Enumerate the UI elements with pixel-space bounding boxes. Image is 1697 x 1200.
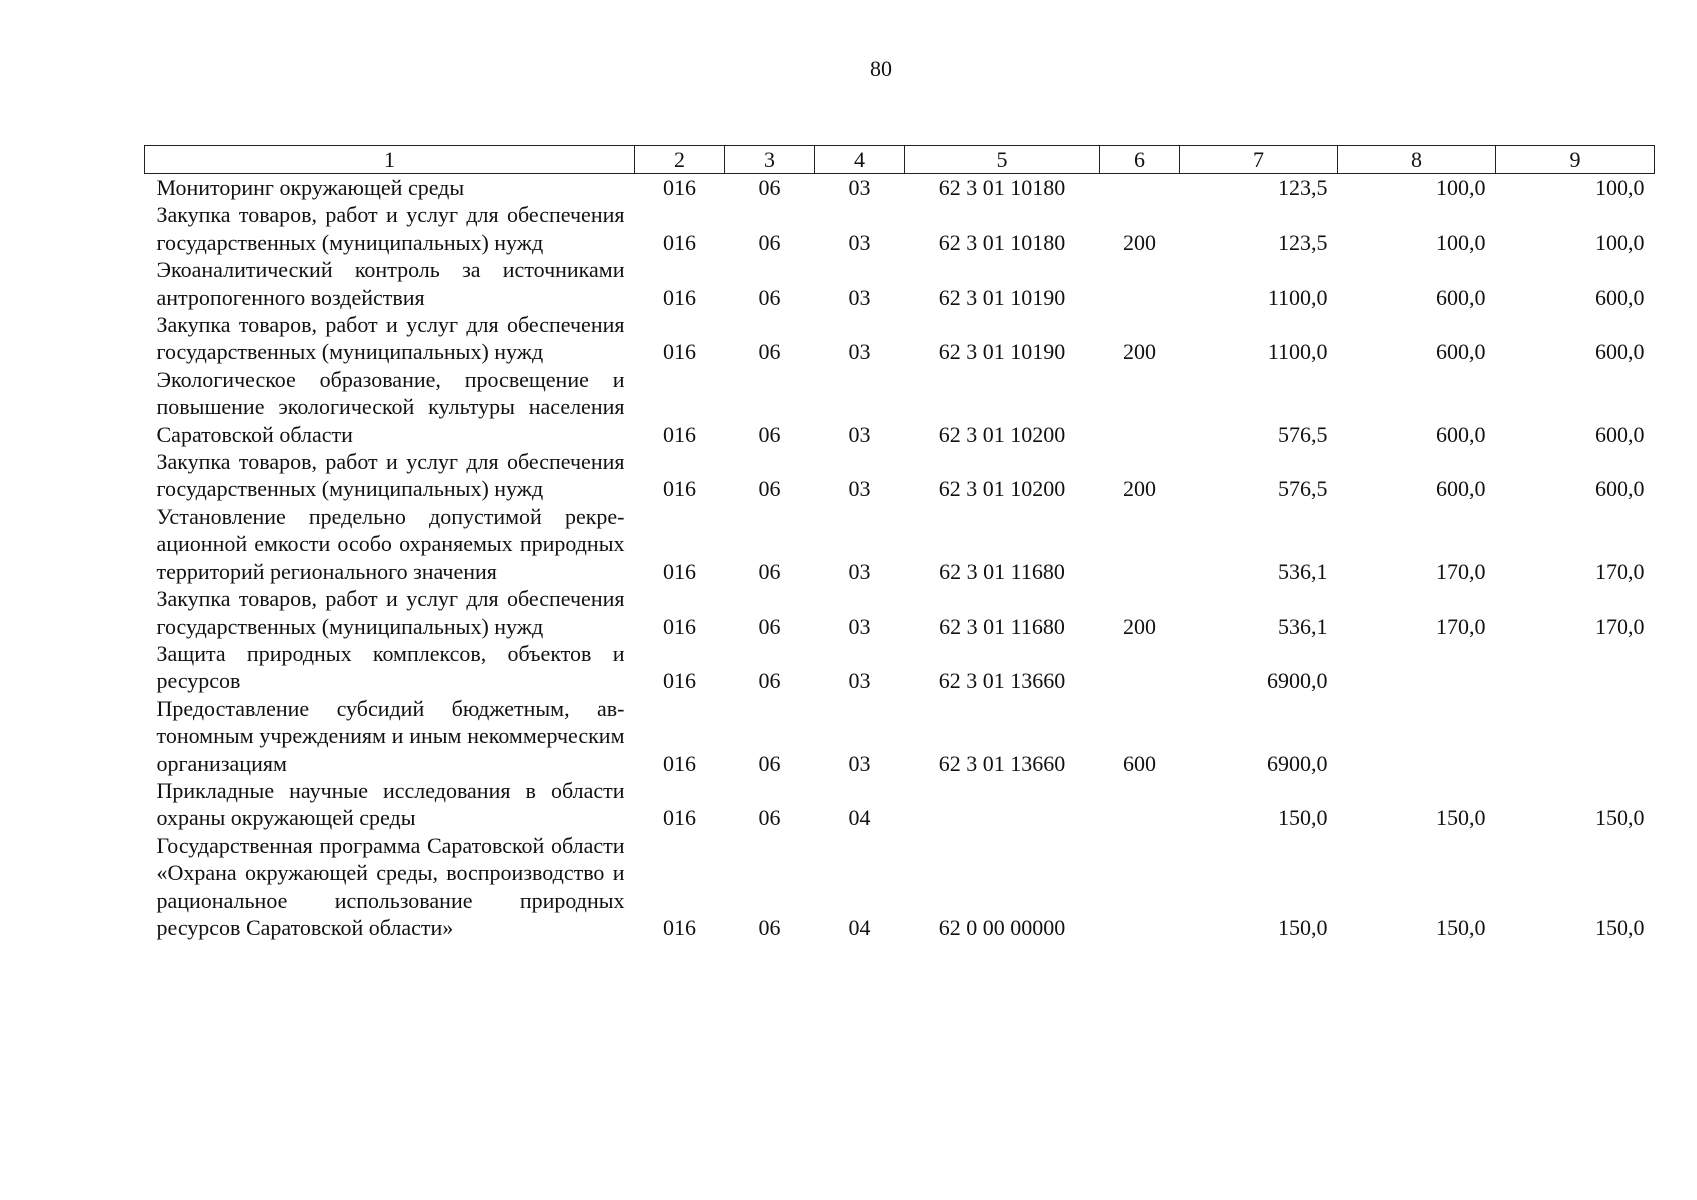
amount-year-3: 100,0 [1595, 175, 1645, 200]
item-name: Прикладные научные исследования в области охраны окружающей среды [156, 777, 625, 831]
section-code: 06 [758, 476, 781, 502]
ministry-code: 016 [663, 175, 696, 200]
amount-year-2: 600,0 [1436, 339, 1486, 365]
amount-year-2: 100,0 [1436, 175, 1486, 200]
section-code: 06 [758, 558, 781, 584]
subsection-code: 04 [848, 914, 871, 940]
amount-year-3: 600,0 [1595, 284, 1645, 310]
amount-year-3: 600,0 [1595, 476, 1645, 502]
amount-year-3: 100,0 [1595, 229, 1645, 255]
section-code: 06 [758, 284, 781, 310]
item-name: Установление предельно допустимой рекреационной емкости особо охраняемых природных территорий регионального значения [156, 503, 625, 584]
column-header: 1 [145, 146, 635, 174]
amount-year-2 [1338, 640, 1496, 695]
target-article-code: 62 3 01 13660 [938, 750, 1066, 776]
section-code: 06 [758, 229, 781, 255]
item-name: Закупка товаров, работ и услуг для обеспечения государственных (муниципальных) нужд [156, 202, 625, 255]
subsection-code: 03 [848, 750, 871, 776]
ministry-code: 016 [663, 284, 696, 310]
item-name: Государственная программа Саратовской области «Охрана окружающей среды, воспроизводство и рациональное использование природных ресурсов Саратовской области» [156, 832, 625, 940]
expense-type-code: 200 [1123, 229, 1156, 255]
subsection-code: 03 [848, 175, 871, 200]
item-name: Мониторинг окружающей среды [156, 175, 465, 200]
section-code: 06 [758, 613, 781, 639]
subsection-code: 03 [848, 558, 871, 584]
target-article-code [905, 777, 1100, 832]
subsection-code: 03 [848, 284, 871, 310]
amount-year-3 [1496, 640, 1655, 695]
target-article-code: 62 3 01 10200 [938, 476, 1066, 502]
subsection-code: 03 [848, 613, 871, 639]
subsection-code: 03 [848, 229, 871, 255]
amount-year-3 [1496, 695, 1655, 777]
amount-year-2: 600,0 [1436, 476, 1486, 502]
ministry-code: 016 [663, 421, 696, 447]
ministry-code: 016 [663, 558, 696, 584]
expense-type-code: 200 [1123, 339, 1156, 365]
item-name: Экологическое образование, просвещение и повышение экологической культуры населения Саратовской области [156, 366, 625, 447]
ministry-code: 016 [663, 750, 696, 776]
subsection-code: 04 [848, 805, 871, 831]
target-article-code: 62 3 01 10180 [938, 229, 1066, 255]
item-name: Экоаналитический контроль за источниками антропогенного воздействия [156, 257, 625, 310]
expense-type-code [1100, 366, 1180, 448]
expense-type-code: 200 [1123, 613, 1156, 639]
table-row [145, 201, 1655, 256]
amount-year-1: 150,0 [1278, 805, 1328, 831]
section-code: 06 [758, 421, 781, 447]
target-article-code: 62 0 00 00000 [938, 914, 1066, 940]
amount-year-3: 170,0 [1595, 558, 1645, 584]
item-name: Защита природных комплексов, объектов и ресурсов [156, 640, 625, 694]
target-article-code: 62 3 01 10180 [938, 175, 1066, 200]
table-row [145, 777, 1655, 832]
expense-type-code [1100, 832, 1180, 942]
target-article-code: 62 3 01 13660 [938, 668, 1066, 694]
table-row [145, 174, 1655, 202]
table-row [145, 366, 1655, 448]
column-header: 6 [1100, 146, 1180, 174]
ministry-code: 016 [663, 668, 696, 694]
amount-year-1: 123,5 [1278, 175, 1328, 200]
amount-year-2: 100,0 [1436, 229, 1486, 255]
expense-type-code: 600 [1123, 750, 1156, 776]
item-name: Закупка товаров, работ и услуг для обеспечения государственных (муниципальных) нужд [156, 312, 625, 365]
amount-year-2: 150,0 [1436, 914, 1486, 940]
expense-type-code: 200 [1123, 476, 1156, 502]
expense-type-code [1100, 256, 1180, 311]
amount-year-3: 600,0 [1595, 339, 1645, 365]
expense-type-code [1100, 777, 1180, 832]
subsection-code: 03 [848, 421, 871, 447]
section-code: 06 [758, 668, 781, 694]
table-row [145, 503, 1655, 585]
column-header: 3 [725, 146, 815, 174]
amount-year-3: 600,0 [1595, 421, 1645, 447]
table-row [145, 832, 1655, 942]
amount-year-2: 600,0 [1436, 284, 1486, 310]
amount-year-3: 150,0 [1595, 805, 1645, 831]
section-code: 06 [758, 175, 781, 200]
amount-year-2: 170,0 [1436, 558, 1486, 584]
amount-year-3: 170,0 [1595, 613, 1645, 639]
column-header: 7 [1180, 146, 1338, 174]
subsection-code: 03 [848, 339, 871, 365]
item-name: Закупка товаров, работ и услуг для обеспечения государственных (муниципальных) нужд [156, 449, 625, 502]
subsection-code: 03 [848, 668, 871, 694]
amount-year-1: 123,5 [1278, 229, 1328, 255]
amount-year-3: 150,0 [1595, 914, 1645, 940]
table-row [145, 448, 1655, 503]
table-header-row [145, 146, 1655, 174]
amount-year-2: 600,0 [1436, 421, 1486, 447]
ministry-code: 016 [663, 339, 696, 365]
expense-type-code [1100, 640, 1180, 695]
amount-year-2 [1338, 695, 1496, 777]
amount-year-1: 1100,0 [1267, 339, 1328, 365]
ministry-code: 016 [663, 476, 696, 502]
amount-year-1: 6900,0 [1267, 750, 1328, 776]
expense-type-code [1100, 503, 1180, 585]
item-name: Предоставление субсидий бюджетным, автономным учреждениям и иным некоммерческим организациям [156, 695, 625, 776]
ministry-code: 016 [663, 229, 696, 255]
section-code: 06 [758, 805, 781, 831]
target-article-code: 62 3 01 11680 [939, 613, 1065, 639]
amount-year-1: 576,5 [1278, 421, 1328, 447]
column-header: 4 [815, 146, 905, 174]
column-header: 5 [905, 146, 1100, 174]
expense-type-code [1100, 174, 1180, 202]
column-header: 2 [635, 146, 725, 174]
amount-year-1: 576,5 [1278, 476, 1328, 502]
ministry-code: 016 [663, 613, 696, 639]
ministry-code: 016 [663, 914, 696, 940]
section-code: 06 [758, 914, 781, 940]
table-row [145, 256, 1655, 311]
page-number: 80 [870, 56, 892, 81]
table-row [145, 585, 1655, 640]
target-article-code: 62 3 01 11680 [939, 558, 1065, 584]
table-row [145, 640, 1655, 695]
item-name: Закупка товаров, работ и услуг для обеспечения государственных (муниципальных) нужд [156, 586, 625, 639]
amount-year-1: 1100,0 [1267, 284, 1328, 310]
section-code: 06 [758, 750, 781, 776]
amount-year-2: 150,0 [1436, 805, 1486, 831]
subsection-code: 03 [848, 476, 871, 502]
amount-year-1: 536,1 [1278, 558, 1328, 584]
table-row [145, 695, 1655, 777]
amount-year-2: 170,0 [1436, 613, 1486, 639]
table-row [145, 311, 1655, 366]
target-article-code: 62 3 01 10200 [938, 421, 1066, 447]
target-article-code: 62 3 01 10190 [938, 339, 1066, 365]
amount-year-1: 150,0 [1278, 914, 1328, 940]
amount-year-1: 6900,0 [1267, 668, 1328, 694]
column-header: 8 [1338, 146, 1496, 174]
column-header: 9 [1496, 146, 1655, 174]
section-code: 06 [758, 339, 781, 365]
ministry-code: 016 [663, 805, 696, 831]
amount-year-1: 536,1 [1278, 613, 1328, 639]
target-article-code: 62 3 01 10190 [938, 284, 1066, 310]
budget-table [144, 145, 1655, 941]
